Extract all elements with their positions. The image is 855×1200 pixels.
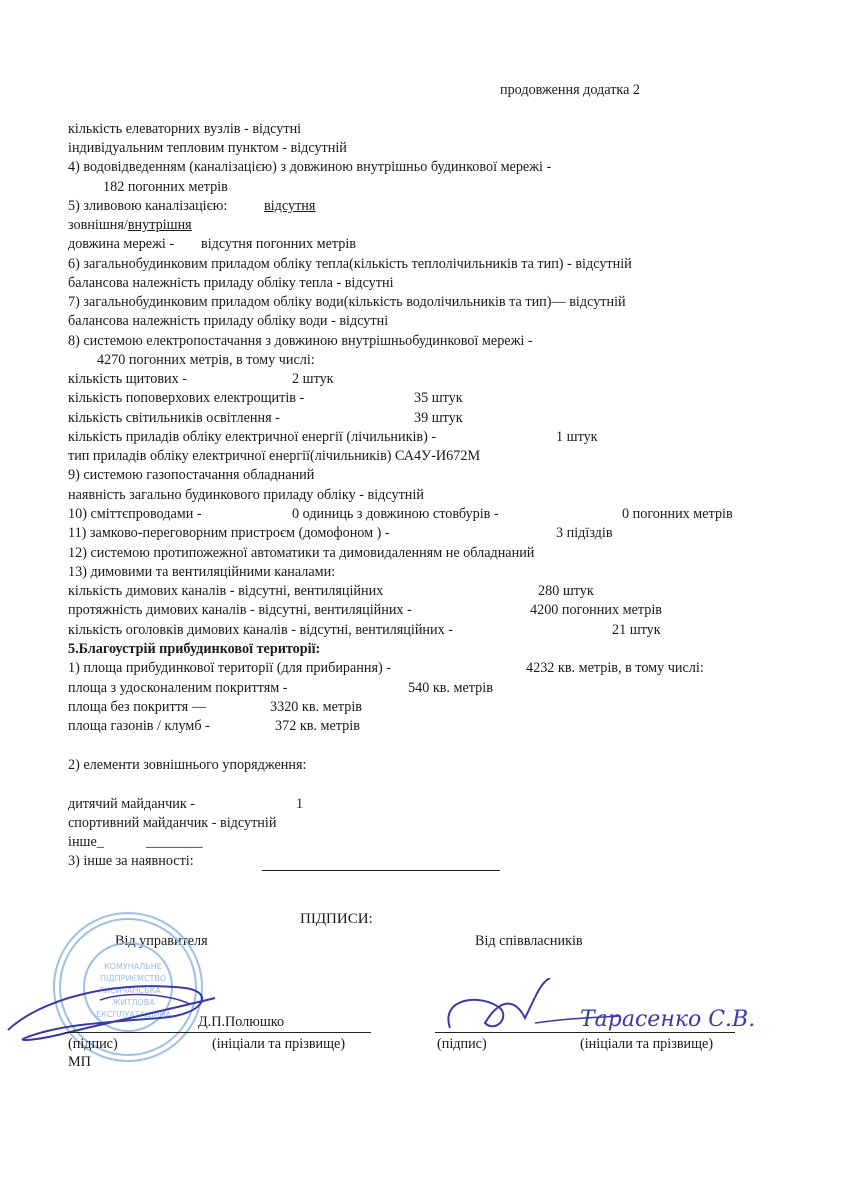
item11-label: 11) замково-переговорним пристроєм (домофоном ) -	[68, 525, 390, 541]
panels-label: кількість щитових -	[68, 371, 188, 387]
manager-label: Від управителя	[115, 933, 208, 949]
meters-value: 1 штук	[556, 429, 598, 445]
other-label: інше_	[68, 834, 104, 850]
channel-heads-value: 21 штук	[612, 622, 661, 638]
item4-line: 4) водовідведенням (каналізацією) з довжиною внутрішньо будинкової мережі -	[68, 159, 552, 175]
channels-length-label: протяжність димових каналів - відсутні, вентиляційних -	[68, 602, 412, 618]
continuation-note: продовження додатка 2	[500, 82, 641, 98]
owner-signature-line	[435, 1032, 735, 1033]
improved-value: 540 кв. метрів	[408, 680, 493, 696]
inner-label: внутрішня	[127, 217, 192, 233]
item7-balance-line: балансова належність приладу обліку води - відсутні	[68, 313, 389, 329]
item6-balance-line: балансова належність приладу обліку тепла - відсутні	[68, 275, 394, 291]
uncovered-label: площа без покриття —	[68, 699, 206, 715]
other-value: ________	[146, 834, 203, 850]
area-label: 1) площа прибудинкової території (для прибирання) -	[68, 660, 392, 676]
item7-line: 7) загальнобудинковим приладом обліку води(кількість водолічильників та тип)— відсутній	[68, 294, 626, 310]
panels-value: 2 штук	[292, 371, 334, 387]
lights-value: 39 штук	[414, 410, 463, 426]
item11-value: 3 підїздів	[556, 525, 613, 541]
manager-signature-line	[65, 1032, 371, 1033]
outer-label: зовнішня/	[68, 217, 128, 233]
playground-value: 1	[296, 796, 304, 812]
item6-line: 6) загальнобудинковим приладом обліку тепла(кількість теплолічильників та тип) - відсутній	[68, 256, 632, 272]
item4-value: 182 погонних метрів	[103, 179, 228, 195]
svg-text:ЖИТЛОВА: ЖИТЛОВА	[112, 998, 155, 1007]
item5-value: відсутня	[264, 198, 316, 214]
network-length-value: відсутня погонних метрів	[201, 236, 356, 252]
area-value: 4232 кв. метрів, в тому числі:	[526, 660, 704, 676]
external-items-line: 2) елементи зовнішнього упорядження:	[68, 757, 307, 773]
svg-text:КОМУНАЛЬНЕ: КОМУНАЛЬНЕ	[104, 962, 162, 971]
item8-line: 8) системою електропостачання з довжиною внутрішньобудинкової мережі -	[68, 333, 533, 349]
owner-handwritten-name: Тарасенко С.В.	[580, 1007, 756, 1032]
item3-blank-line	[262, 870, 500, 871]
lights-label: кількість світильників освітлення -	[68, 410, 280, 426]
owners-label: Від співвласників	[475, 933, 583, 949]
channels-count-label: кількість димових каналів - відсутні, вентиляційних	[68, 583, 384, 599]
seal-place-label: МП	[68, 1054, 91, 1070]
outer-inner-line	[68, 217, 192, 234]
item10-mid: 0 одиниць з довжиною стовбурів -	[292, 506, 499, 522]
item10-value: 0 погонних метрів	[622, 506, 733, 522]
item9-line: 9) системою газопостачання обладнаний	[68, 467, 315, 483]
network-length-label: довжина мережі -	[68, 236, 175, 252]
elevator-nodes-line: кількість елеваторних вузлів - відсутні	[68, 121, 302, 137]
caption-name-right: (ініціали та прізвище)	[580, 1036, 714, 1052]
uncovered-value: 3320 кв. метрів	[270, 699, 362, 715]
caption-signature-left: (підпис)	[68, 1036, 118, 1052]
meter-type-line: тип приладів обліку електричної енергії(лічильників) СА4У-И672М	[68, 448, 481, 464]
lawns-value: 372 кв. метрів	[275, 718, 360, 734]
sports-ground-line: спортивний майданчик - відсутній	[68, 815, 277, 831]
floor-panels-label: кількість поповерхових електрощитів -	[68, 390, 305, 406]
caption-signature-right: (підпис)	[437, 1036, 487, 1052]
floor-panels-value: 35 штук	[414, 390, 463, 406]
signatures-title: ПІДПИСИ:	[300, 911, 373, 927]
channel-heads-label: кількість оголовків димових каналів - відсутні, вентиляційних -	[68, 622, 453, 638]
svg-text:ЛИСИЧАНСЬКА: ЛИСИЧАНСЬКА	[98, 986, 161, 995]
channels-length-value: 4200 погонних метрів	[530, 602, 662, 618]
item5-label: 5) зливовою каналізацією:	[68, 198, 228, 214]
item12-line: 12) системою протипожежної автоматики та димовидаленням не обладнаний	[68, 545, 535, 561]
item13-line: 13) димовими та вентиляційними каналами:	[68, 564, 336, 580]
playground-label: дитячий майданчик -	[68, 796, 195, 812]
svg-text:ЕКСПЛУАТАЦІЙНА: ЕКСПЛУАТАЦІЙНА	[96, 1010, 172, 1019]
channels-count-value: 280 штук	[538, 583, 594, 599]
gas-meter-line: наявність загально будинкового приладу обліку - відсутній	[68, 487, 424, 503]
meters-label: кількість приладів обліку електричної енергії (лічильників) -	[68, 429, 437, 445]
heat-point-line: індивідуальним тепловим пунктом - відсутній	[68, 140, 347, 156]
item3-line: 3) інше за наявності:	[68, 853, 194, 869]
item10-label: 10) сміттєпроводами -	[68, 506, 202, 522]
manager-name: Д.П.Полюшко	[198, 1014, 285, 1030]
lawns-label: площа газонів / клумб -	[68, 718, 210, 734]
caption-name-left: (ініціали та прізвище)	[212, 1036, 346, 1052]
svg-text:ПІДПРИЄМСТВО: ПІДПРИЄМСТВО	[100, 974, 167, 983]
improved-label: площа з удосконаленим покриттям -	[68, 680, 288, 696]
item8-value: 4270 погонних метрів, в тому числі:	[97, 352, 315, 368]
section5-heading: 5.Благоустрій прибудинкової території:	[68, 641, 321, 657]
